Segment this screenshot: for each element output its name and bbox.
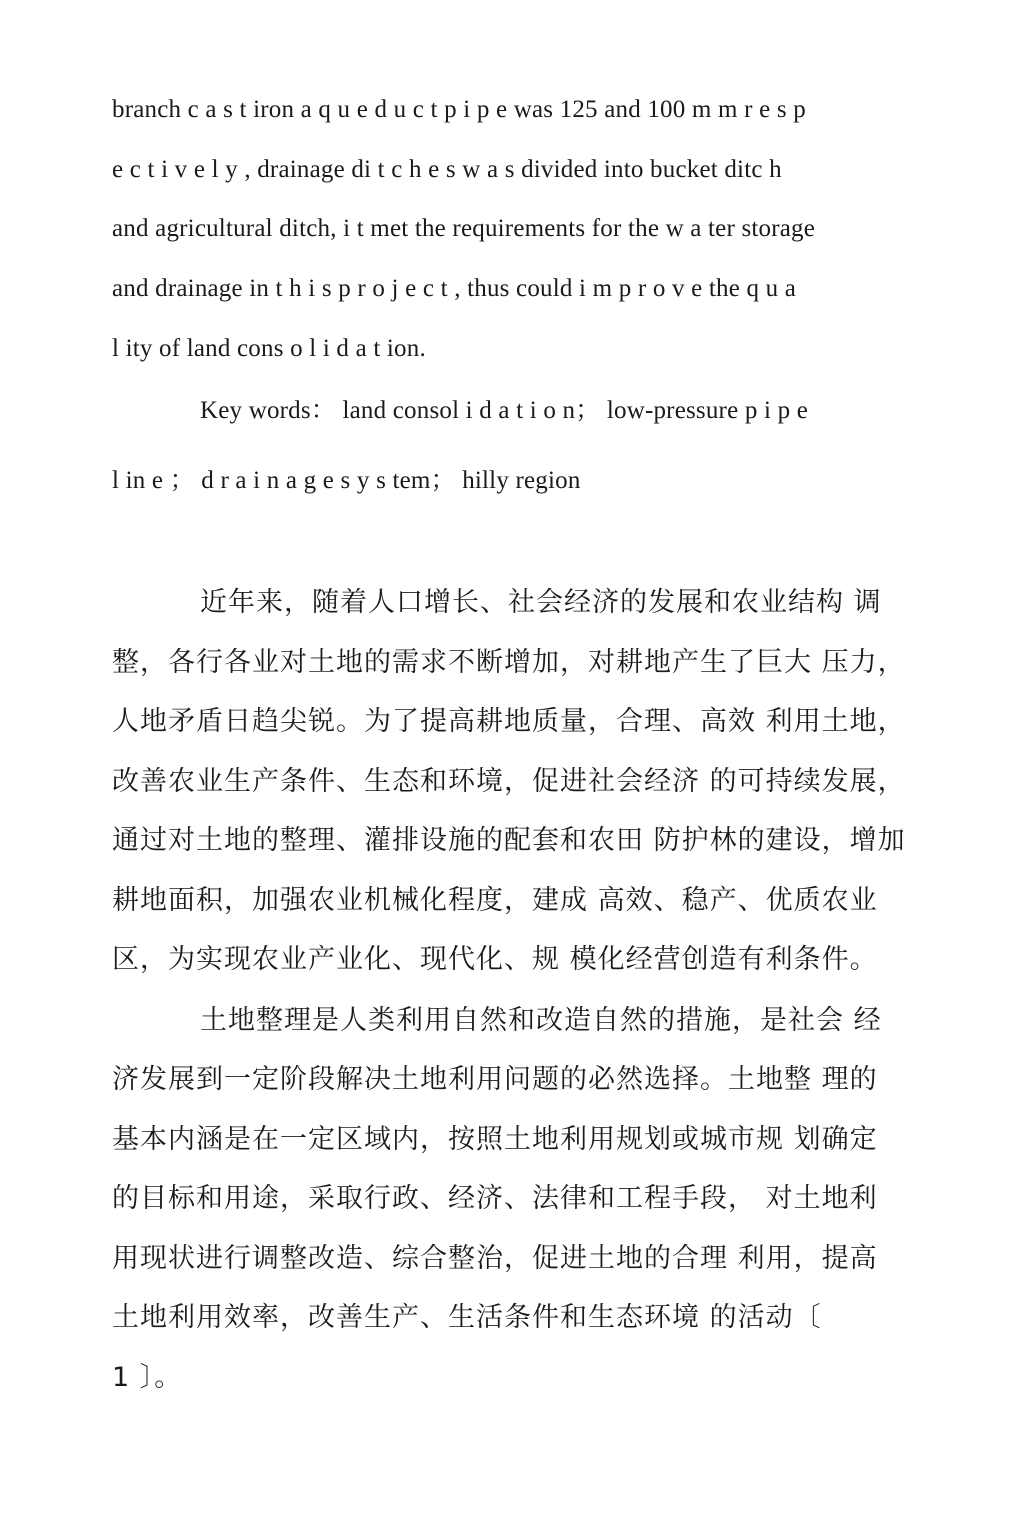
paragraph2-line-6: 土地利用效率，改善生产、生活条件和生态环境 的活动〔: [112, 1302, 822, 1333]
paragraph2-line-3: 基本内涵是在一定区域内，按照土地利用规划或城市规 划确定: [112, 1124, 878, 1155]
keywords-line-2: l in e ； d r a i n a g e s y s tem； hilly region: [112, 467, 581, 494]
abstract-line-2: e c t i v e l y , drainage di t c h e s w a s divided into bucket ditc h: [112, 156, 782, 183]
keywords-line-1: Key words： land consol i d a t i o n； low-pressure p i p e: [200, 397, 809, 424]
paragraph2-line-2: 济发展到一定阶段解决土地利用问题的必然选择。土地整 理的: [112, 1064, 878, 1095]
paragraph1-line-7: 区，为实现农业产业化、现代化、规 模化经营创造有利条件。: [112, 944, 878, 975]
paragraph1-line-2: 整，各行各业对土地的需求不断增加，对耕地产生了巨大 压力，: [112, 647, 906, 678]
paragraph1-line-3: 人地矛盾日趋尖锐。为了提高耕地质量，合理、高效 利用土地，: [112, 706, 906, 737]
abstract-line-4: and drainage in t h i s p r o j e c t , thus could i m p r o v e the q u a: [112, 275, 797, 302]
paragraph1-line-4: 改善农业生产条件、生态和环境，促进社会经济 的可持续发展，: [112, 766, 906, 797]
paragraph2-line-5: 用现状进行调整改造、综合整治，促进土地的合理 利用，提高: [112, 1243, 878, 1274]
abstract-line-5: l ity of land cons o l i d a t ion.: [112, 335, 426, 362]
paragraph2-line-7: 1 〕。: [112, 1362, 183, 1393]
abstract-line-3: and agricultural ditch, i t met the requirements for the w a ter storage: [112, 215, 816, 242]
paragraph1-line-1: 近年来，随着人口增长、社会经济的发展和农业结构 调: [200, 587, 882, 618]
paragraph1-line-6: 耕地面积，加强农业机械化程度，建成 高效、稳产、优质农业: [112, 885, 878, 916]
paragraph2-line-4: 的目标和用途，采取行政、经济、法律和工程手段， 对土地利: [112, 1183, 878, 1214]
paragraph2-line-1: 土地整理是人类利用自然和改造自然的措施，是社会 经: [200, 1005, 882, 1036]
abstract-line-1: branch c a s t iron a q u e d u c t p i p e was 125 and 100 m m r e s p: [112, 96, 806, 123]
paragraph1-line-5: 通过对土地的整理、灌排设施的配套和农田 防护林的建设，增加: [112, 825, 906, 856]
